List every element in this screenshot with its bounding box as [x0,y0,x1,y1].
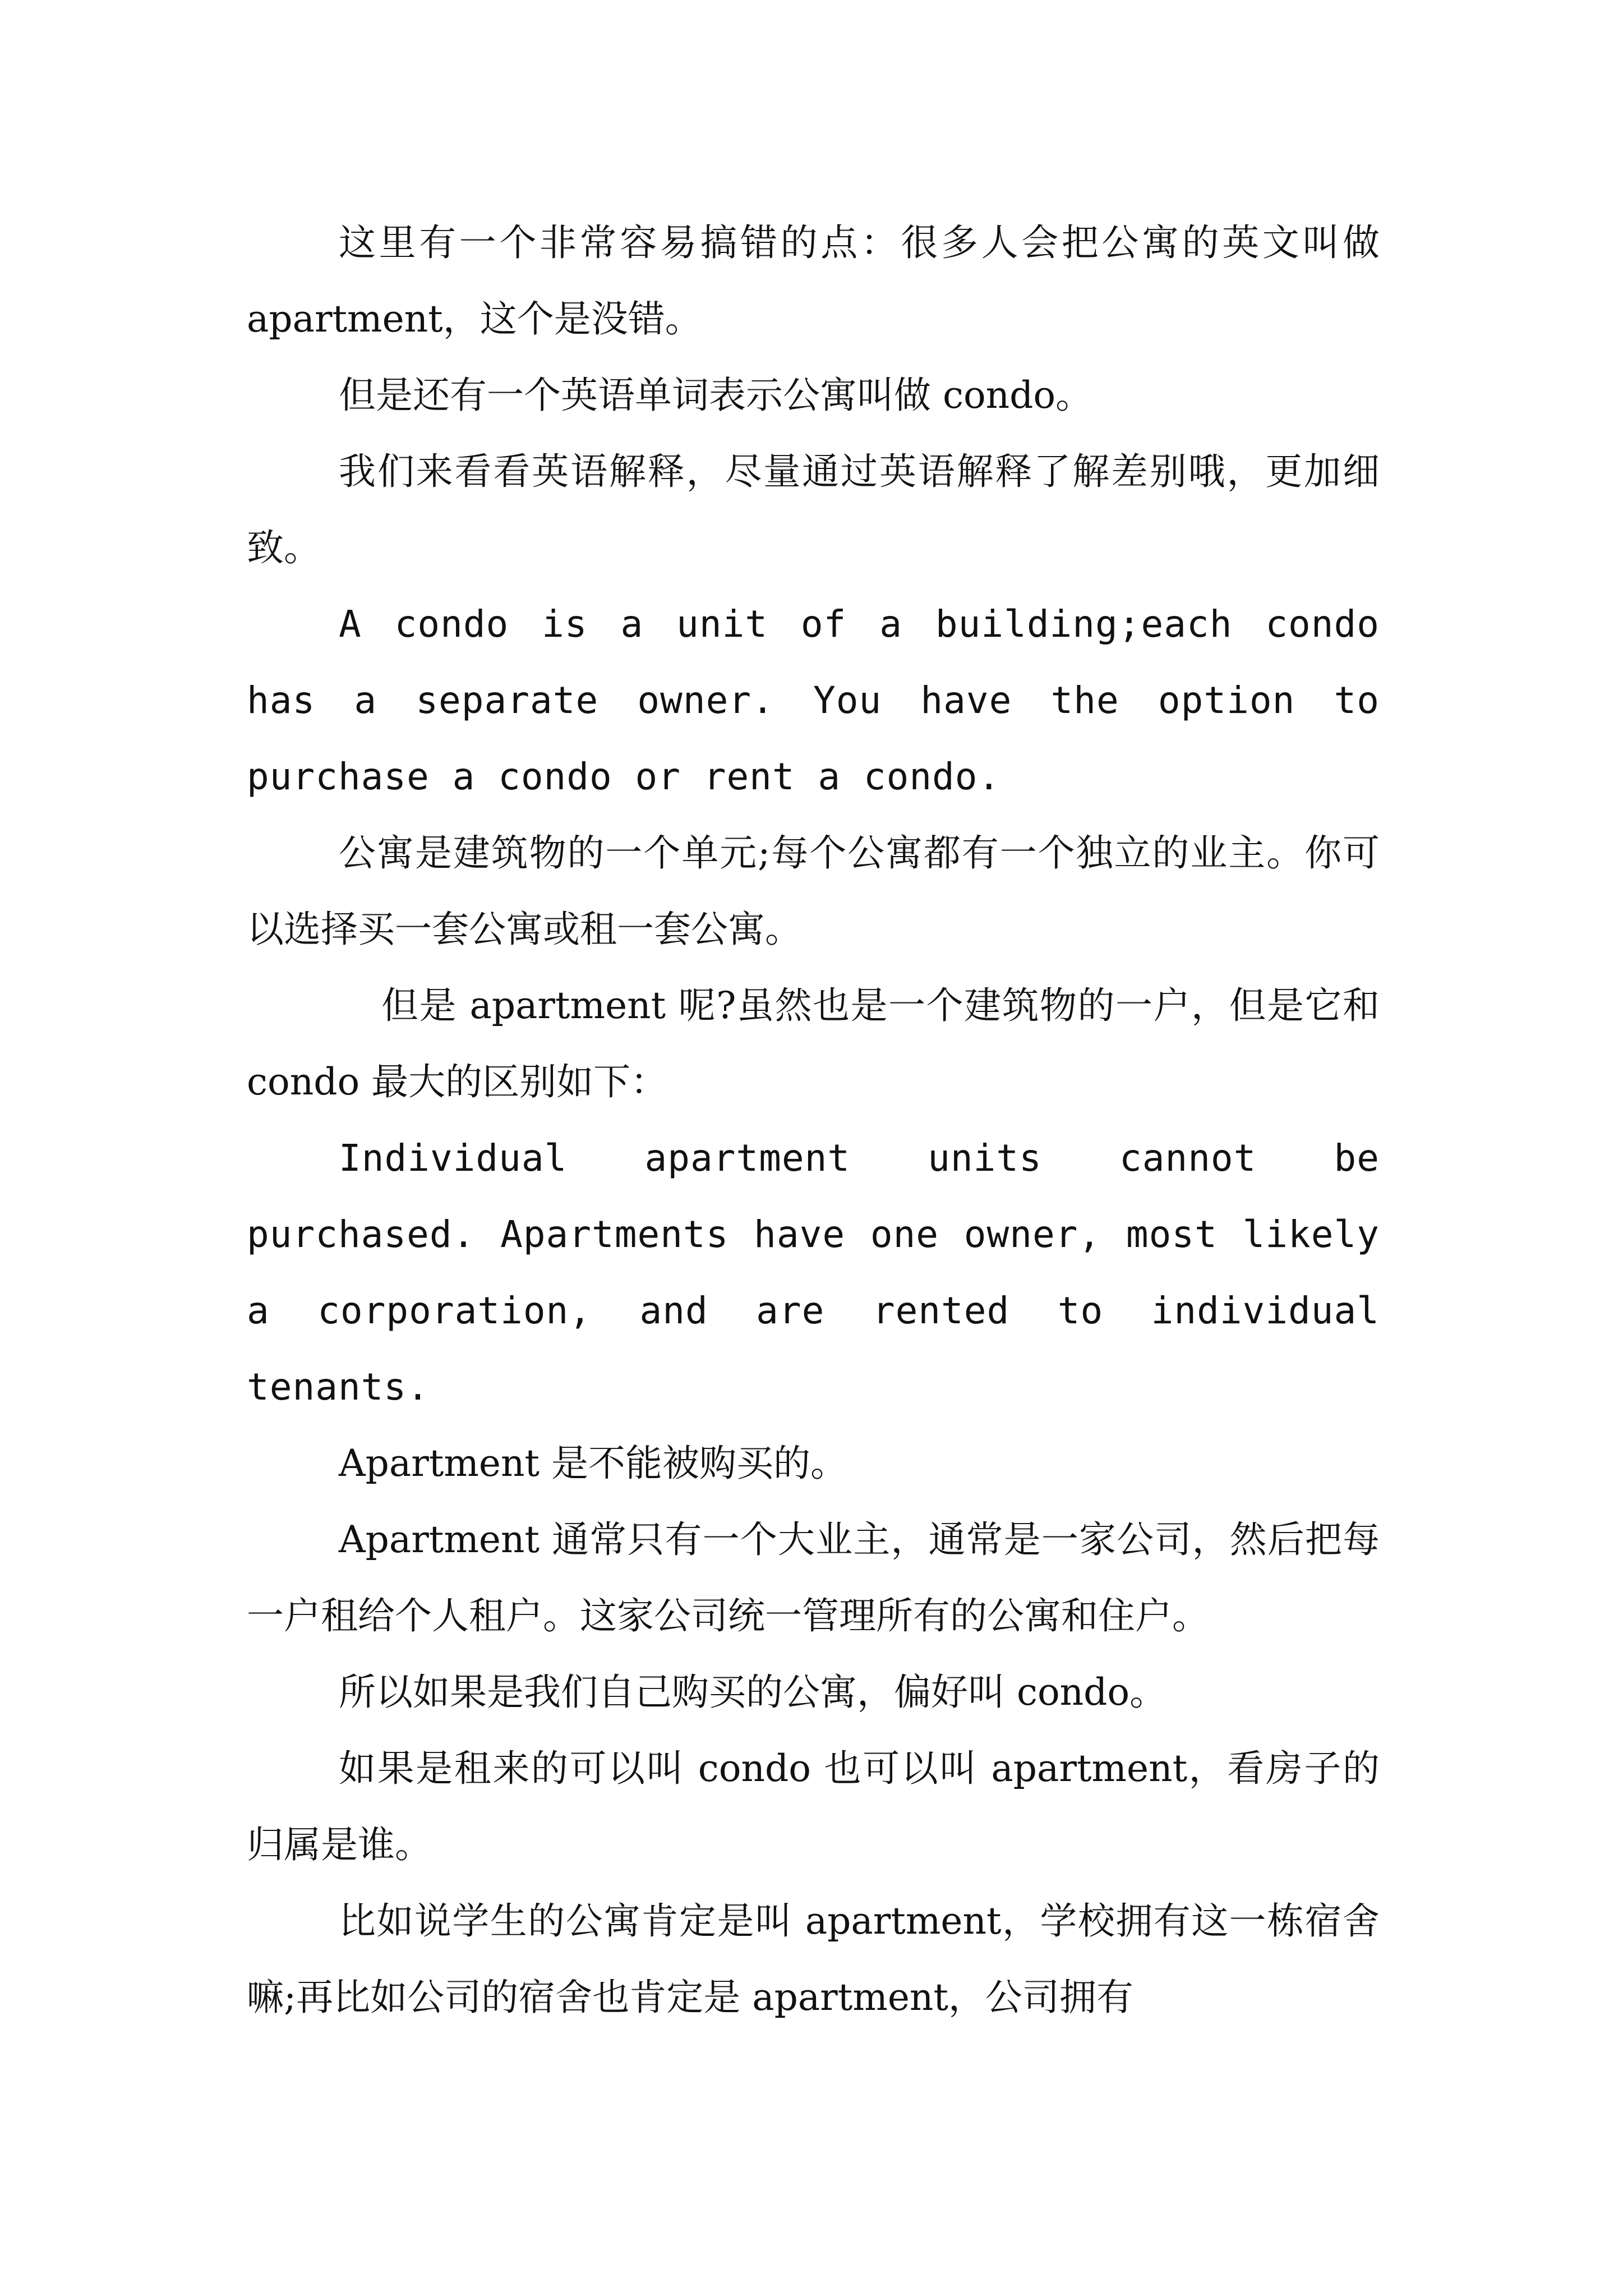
paragraph-1: 这里有一个非常容易搞错的点：很多人会把公寓的英文叫做 apartment，这个是没错。 [247,221,1380,341]
paragraph-12: 比如说学生的公寓肯定是叫 apartment，学校拥有这一栋宿舍嘛;再比如公司的宿舍也肯定是 apartment，公司拥有 [247,1899,1380,2019]
paragraph-3: 我们来看看英语解释，尽量通过英语解释了解差别哦，更加细致。 [247,450,1380,569]
document-page [247,205,1380,2036]
paragraph-8: Apartment 是不能被购买的。 [339,1442,847,1485]
paragraph-10: 所以如果是我们自己购买的公寓，偏好叫 condo。 [339,1671,1167,1714]
paragraph-4-english: A condo is a unit of a building;each condo has a separate owner. You have the option to purchase a condo or rent a condo. [247,602,1380,798]
paragraph-5: 公寓是建筑物的一个单元;每个公寓都有一个独立的业主。你可以选择买一套公寓或租一套公寓。 [247,831,1380,951]
paragraph-9: Apartment 通常只有一个大业主，通常是一家公司，然后把每一户租给个人租户。这家公司统一管理所有的公寓和住户。 [247,1518,1380,1637]
paragraph-2: 但是还有一个英语单词表示公寓叫做 condo。 [339,374,1093,417]
paragraph-7-english: Individual apartment units cannot be purchased. Apartments have one owner, most likely a corporation, and are rented to individual tenants. [247,1137,1380,1409]
paragraph-11: 如果是租来的可以叫 condo 也可以叫 apartment，看房子的归属是谁。 [247,1747,1380,1866]
paragraph-6: 但是 apartment 呢?虽然也是一个建筑物的一户，但是它和 condo 最大的区别如下： [247,984,1380,1103]
